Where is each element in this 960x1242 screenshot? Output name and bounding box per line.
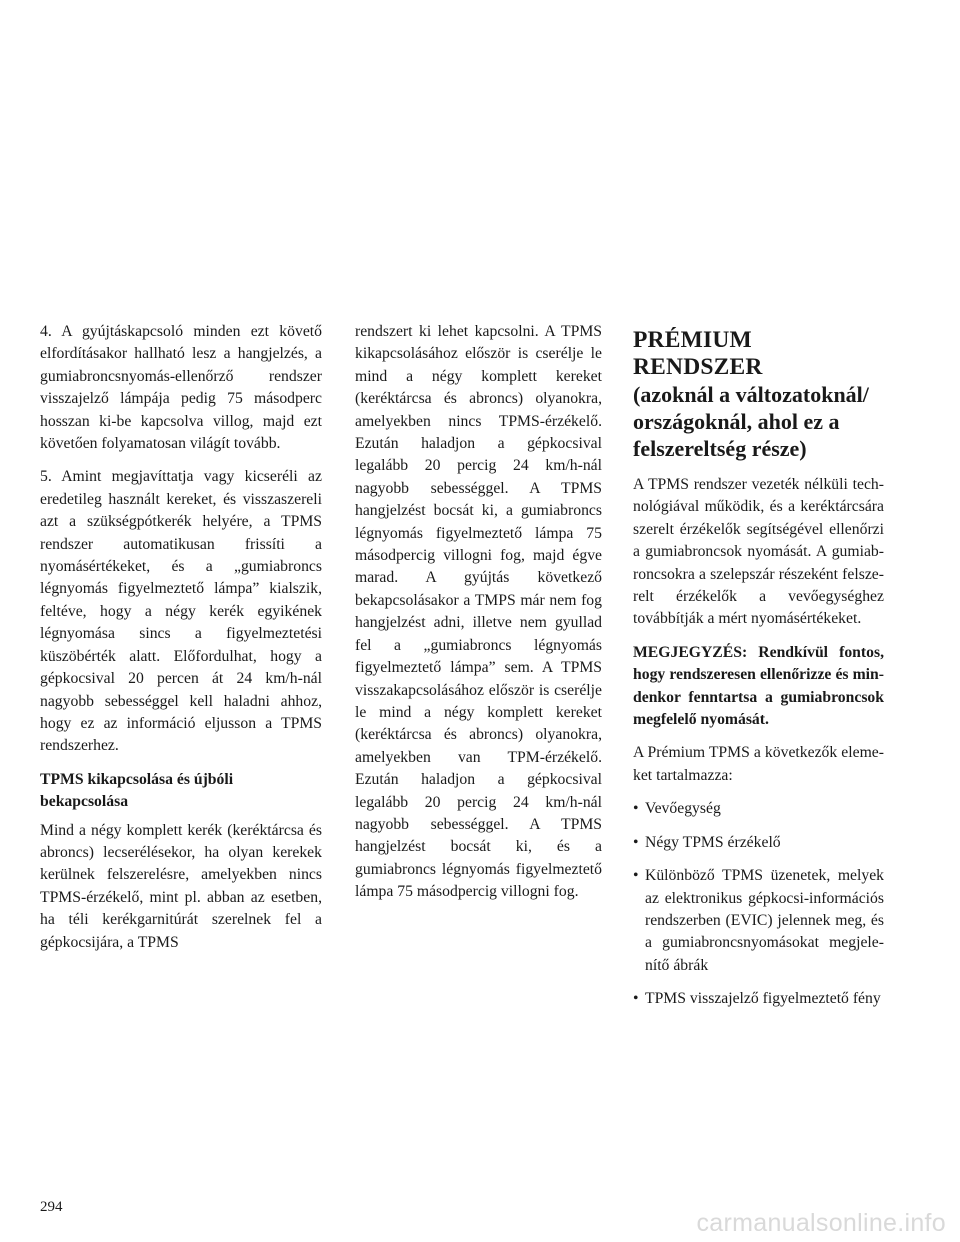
paragraph-premium-intro: A TPMS rendszer vezeték nélküli technológiával működik, és a keréktárcsára szerelt érzékelők segítségével ellenőrzi a gumiabroncsok nyomását. A gumiabroncsokra a szelepszár részeként felszerelt érzékelők a vevőegységhez továbbítják a mért nyomásértékeket. xyxy=(633,476,884,628)
paragraph-step-4: 4. A gyújtáskapcsoló minden ezt követő elfordításakor hallható lesz a hangjelzés, a gumiabroncsnyomás-ellenőrző rendszer visszajelző lámpája pedig 75 másodperc hosszan ki-be kapcsolva villog, majd ezt követően folyamatosan világít tovább. xyxy=(40,323,322,453)
heading-sub: (azoknál a változatoknál/ országoknál, ahol ez a felszereltség része) xyxy=(633,382,869,461)
bullet-icon: • xyxy=(633,990,639,1008)
list-item-text: Vevőegység xyxy=(645,800,721,818)
bullet-icon: • xyxy=(633,833,639,851)
list-item xyxy=(633,988,884,1010)
paragraph-disable-intro: Mind a négy komplett kerék (keréktárcsa és abroncs) lecserélésekor, ha olyan kerekek kerülnek felszerelésre, amelyekben nincs TPMS-érzékelő, mint pl. abban az esetben, ha téli kerékgarnitúrát szerelnek fel a gépkocsijára, a TPMS xyxy=(40,821,322,951)
column-middle xyxy=(355,321,602,915)
list-item-text: Különböző TPMS üzenetek, melyek az elektronikus gépkocsi-információs rendszerben (EVIC) jelennek meg, és a gumiabroncsnyomásokat megjelenítő ábrák xyxy=(645,867,884,974)
list-item xyxy=(633,865,884,977)
watermark: carmanualsonline.info xyxy=(696,1209,946,1237)
components-list xyxy=(633,798,884,1010)
bullet-icon: • xyxy=(633,867,639,885)
heading-main: PRÉMIUM RENDSZER xyxy=(633,327,763,380)
paragraph-components-intro: A Prémium TPMS a következők elemeket tartalmazza: xyxy=(633,744,884,784)
list-item xyxy=(633,798,884,820)
note-paragraph: MEGJEGYZÉS: Rendkívül fontos, hogy rendszeresen ellenőrizze és mindenkor fenntartsa a gumiabroncsok megfelelő nyomását. xyxy=(633,643,884,729)
list-item-text: Négy TPMS érzékelő xyxy=(645,833,781,851)
subheading-tpms-disable: TPMS kikapcsolása és újbóli bekapcsolása xyxy=(40,770,234,811)
paragraph-disable-procedure: rendszert ki lehet kapcsolni. A TPMS kikapcsolásához először is cserélje le mind a négy komplett kereket (keréktárcsa és abroncs) olyanokra, amelyekben nincs TPMS-érzékelő. Ezután haladjon a gépkocsival legalább 20 percig 24 km/h-nál nagyobb sebességgel. A TPMS hangjelzést bocsát ki, a gumiabroncs légnyomás figyelmeztető lámpa 75 másodpercig villogni fog, majd égve marad. A gyújtás következő bekapcsolásakor a TMPS már nem fog hangjelzést adni, illetve nem gyullad fel a „gumiabroncs légnyomás figyelmeztető lámpa” sem. A TPMS visszakapcsolásához először is cserélje le mind a négy komplett kereket (keréktárcsa és abroncs) olyanokra, amelyekben van TPM-érzékelő. Ezután haladjon a gépkocsival legalább 20 percig 24 km/h-nál nagyobb sebességgel. A TPMS hangjelzést bocsát ki, és a gumiabroncs légnyomás figyelmeztető lámpa 75 másodpercig villogni fog. xyxy=(355,323,602,901)
page-number: 294 xyxy=(40,1199,63,1215)
list-item xyxy=(633,832,884,854)
section-heading-premium xyxy=(633,327,884,462)
column-left xyxy=(40,321,322,965)
column-right xyxy=(633,321,884,1022)
paragraph-step-5: 5. Amint megjavíttatja vagy kicseréli az eredetileg használt kereket, és visszaszereli azt a szükségpótkerék helyére, a TPMS rendszer automatikusan frissíti a nyomásértékeket, és a „gumiabroncs légnyomás figyelmeztető lámpa” kialszik, feltéve, hogy a négy kerék egyikének légnyomása sincs a figyelmeztetési küszöbérték alatt. Előfordulhat, hogy a gépkocsival 20 percen át 24 km/h-nál nagyobb sebességgel kell haladni ahhoz, hogy ez az információ eljusson a TPMS rendszerhez. xyxy=(40,468,322,755)
list-item-text: TPMS visszajelző figyelmeztető fény xyxy=(645,990,881,1008)
bullet-icon: • xyxy=(633,800,639,818)
